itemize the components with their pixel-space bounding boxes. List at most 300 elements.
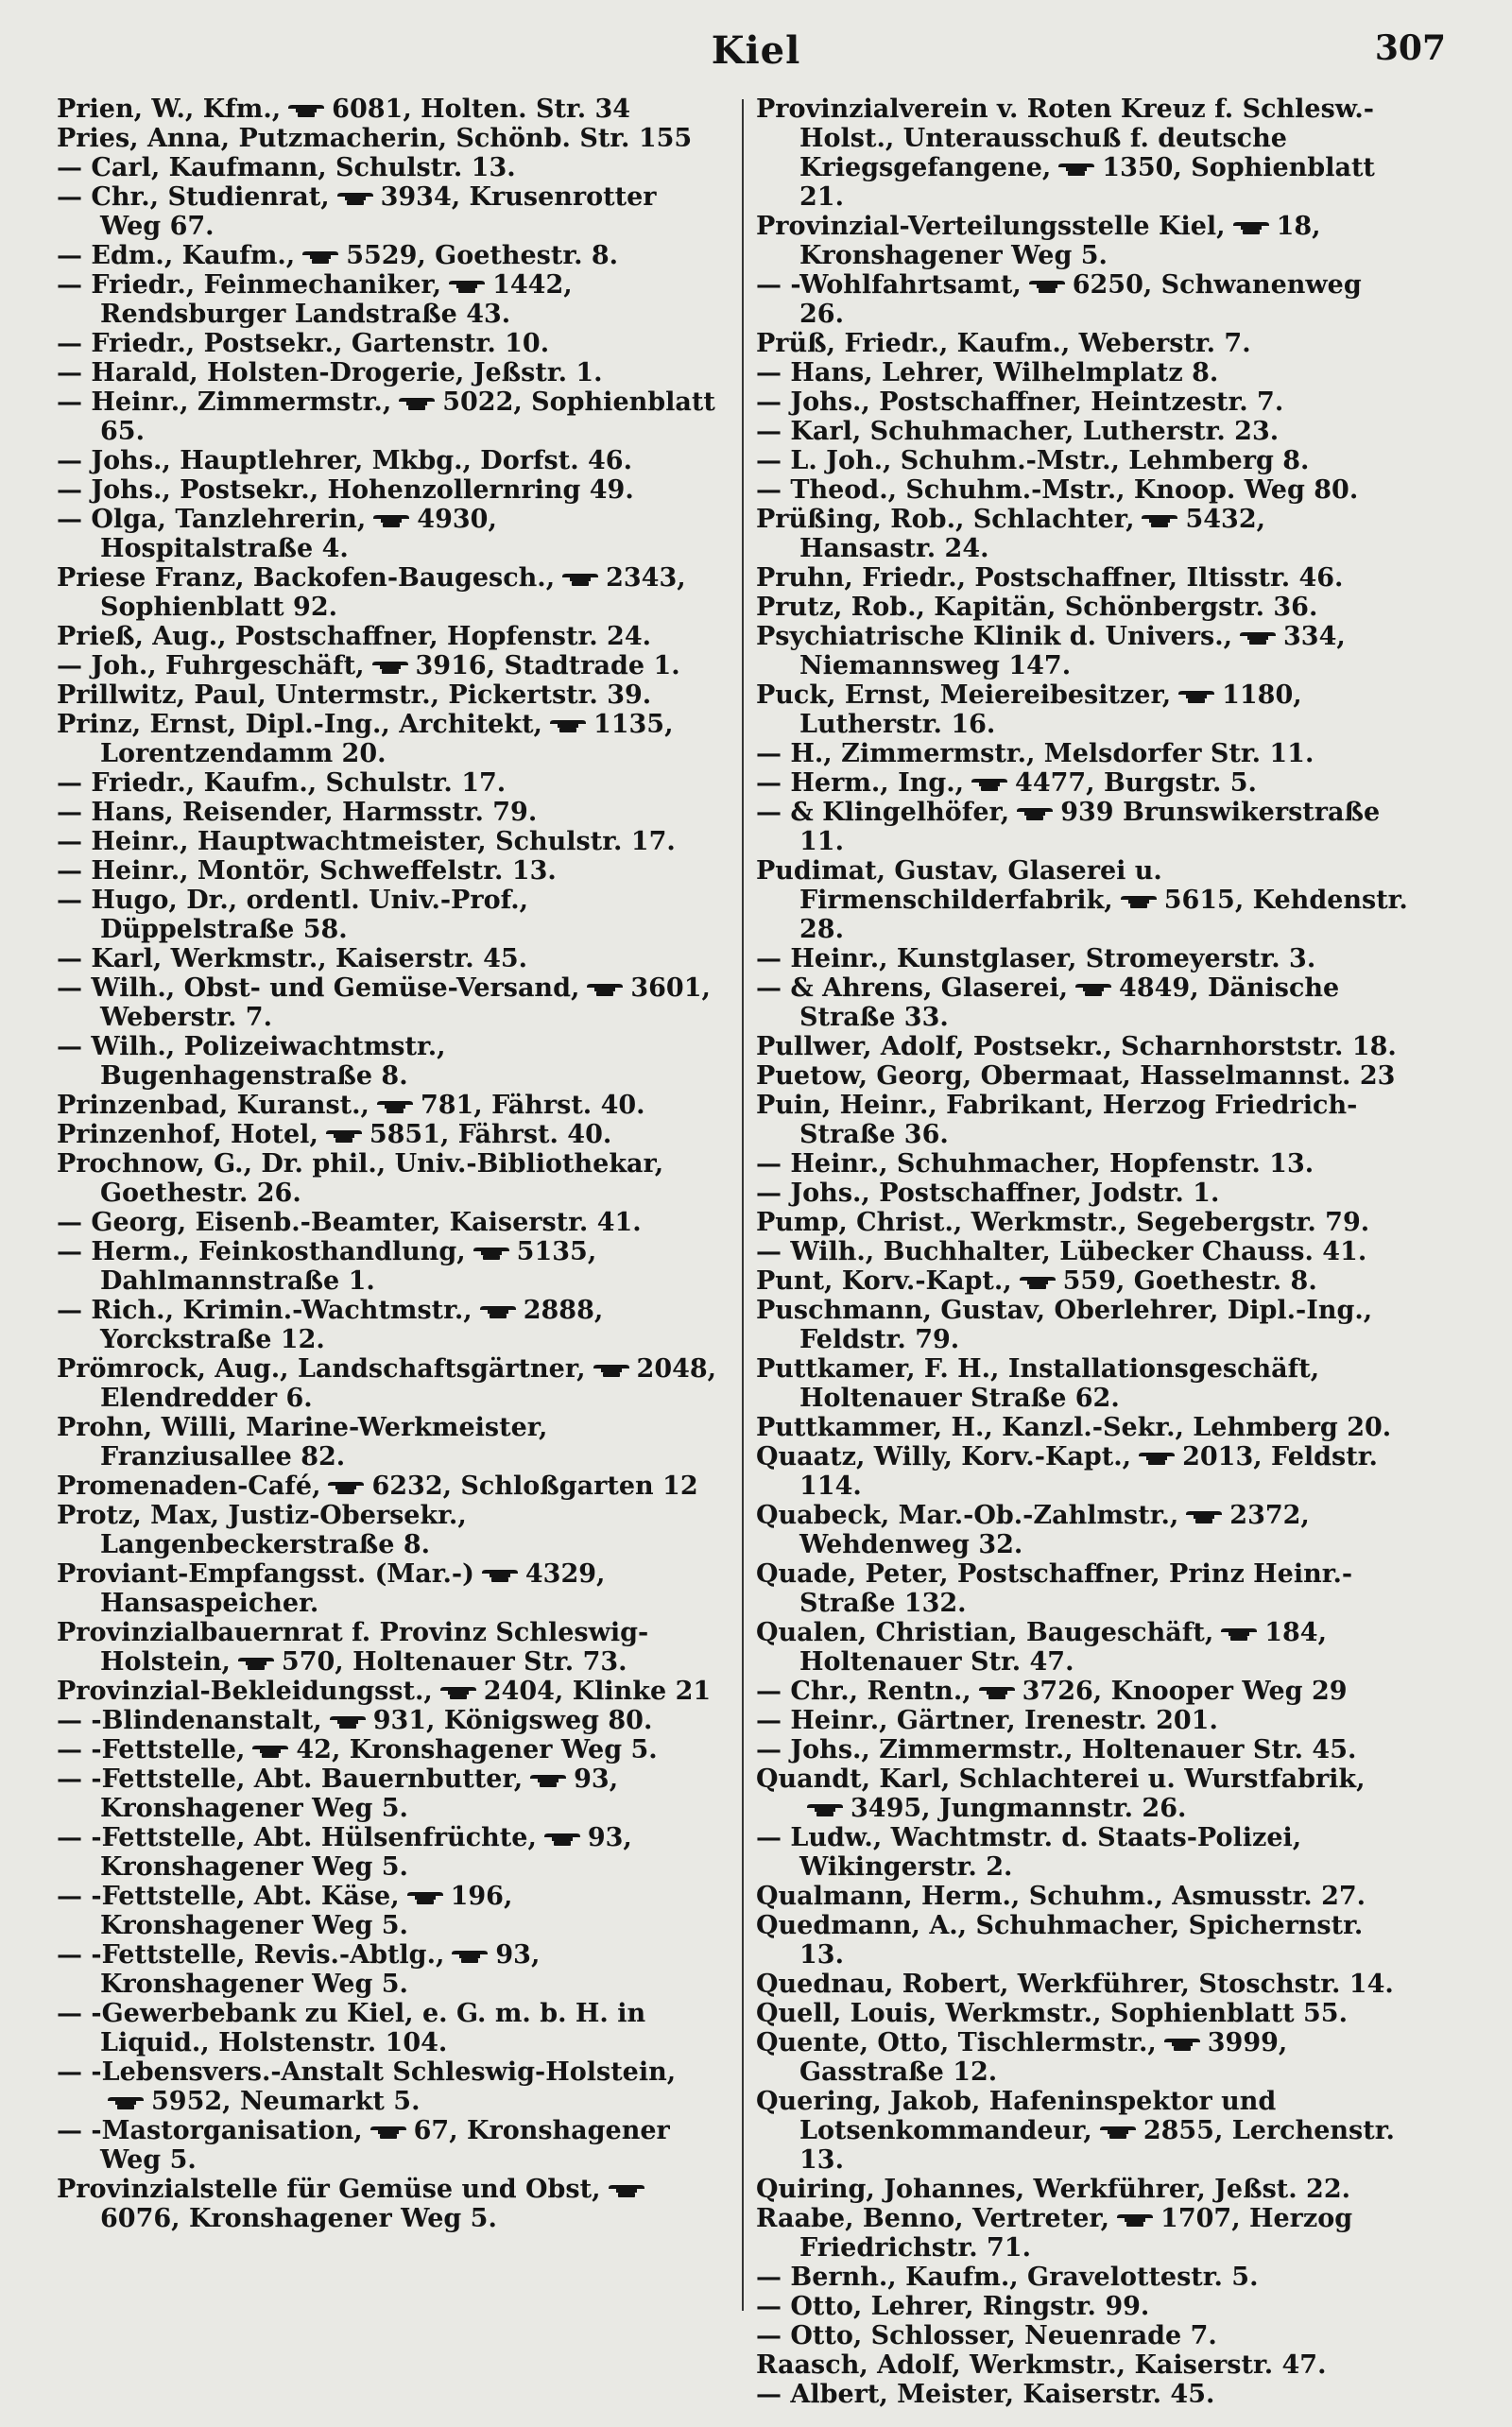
- telephone-icon: [548, 718, 588, 733]
- entry-text: — -Gewerbebank zu Kiel, e. G. m. b. H. in Liquid., Holstenstr. 104.: [57, 1999, 646, 2057]
- entry-phone-address: 2013, Feldstr. 114.: [799, 1442, 1378, 1501]
- directory-entry: [756, 1442, 1408, 1501]
- entry-phone-address: 931, Königsweg 80.: [372, 1706, 653, 1735]
- telephone-icon: [371, 513, 411, 528]
- directory-entry: [756, 446, 1408, 475]
- directory-entry: [57, 329, 718, 358]
- entry-text: Prochnow, G., Dr. phil., Univ.-Bibliothekar, Goethestr. 26.: [57, 1149, 664, 1208]
- telephone-icon: [326, 1480, 366, 1495]
- entry-text: — -Lebensvers.-Anstalt Schleswig-Holstein,: [57, 2057, 677, 2087]
- entry-text: — & Klingelhöfer,: [756, 798, 1010, 827]
- directory-entry: [57, 2057, 718, 2116]
- telephone-icon: [480, 1568, 520, 1583]
- entry-phone-address: 42, Kronshagener Weg 5.: [296, 1735, 658, 1764]
- entry-text: — Albert, Meister, Kaiserstr. 45.: [756, 2380, 1215, 2409]
- directory-entry: [756, 798, 1408, 856]
- page-number: 307: [1374, 28, 1446, 68]
- telephone-icon: [977, 1685, 1017, 1700]
- entry-phone-address: 6076, Kronshagener Weg 5.: [100, 2204, 497, 2233]
- entry-text: — H., Zimmermstr., Melsdorfer Str. 11.: [756, 739, 1314, 768]
- entry-phone-address: 2888, Yorckstraße 12.: [100, 1296, 604, 1354]
- entry-text: — Georg, Eisenb.-Beamter, Kaiserstr. 41.: [57, 1208, 642, 1237]
- directory-entry: [57, 505, 718, 563]
- directory-entry: [756, 739, 1408, 768]
- entry-text: Pries, Anna, Putzmacherin, Schönb. Str. 155: [57, 124, 693, 153]
- directory-entry: [756, 2321, 1408, 2350]
- entry-text: — Olga, Tanzlehrerin,: [57, 505, 367, 534]
- directory-entry: [756, 95, 1408, 212]
- entry-phone-address: 93, Kronshagener Weg 5.: [100, 1764, 619, 1823]
- entry-phone-address: 1707, Herzog Friedrichstr. 71.: [799, 2204, 1353, 2263]
- telephone-icon: [1238, 630, 1278, 645]
- directory-entry: [756, 2350, 1408, 2380]
- directory-entry: [756, 1061, 1408, 1091]
- directory-entry: [756, 1999, 1408, 2028]
- telephone-icon: [1162, 2037, 1202, 2052]
- directory-entry: [756, 1823, 1408, 1882]
- directory-entry: [57, 768, 718, 798]
- entry-text: Prien, W., Kfm.,: [57, 95, 282, 124]
- telephone-icon: [607, 2183, 646, 2198]
- entry-text: Quedmann, A., Schuhmacher, Spichernstr. 13.: [756, 1911, 1364, 1970]
- directory-entry: [57, 1237, 718, 1296]
- directory-entry: [756, 475, 1408, 505]
- telephone-icon: [405, 1890, 445, 1905]
- entry-text: Prinzenhof, Hotel,: [57, 1120, 318, 1149]
- directory-entry: [756, 212, 1408, 270]
- telephone-icon: [250, 1744, 290, 1759]
- directory-entry: [756, 1735, 1408, 1764]
- directory-entry: [57, 563, 718, 622]
- directory-entry: [756, 2292, 1408, 2321]
- directory-entry: [756, 1149, 1408, 1179]
- entry-text: Prutz, Rob., Kapitän, Schönbergstr. 36.: [756, 593, 1318, 622]
- entry-text: Prieß, Aug., Postschaffner, Hopfenstr. 24.: [57, 622, 652, 651]
- telephone-icon: [1018, 1275, 1057, 1290]
- entry-text: Quaatz, Willy, Korv.-Kapt.,: [756, 1442, 1132, 1472]
- entry-phone-address: 4930, Hospitalstraße 4.: [100, 505, 497, 563]
- entry-text: — Karl, Werkmstr., Kaiserstr. 45.: [57, 944, 528, 973]
- entry-text: Puschmann, Gustav, Oberlehrer, Dipl.-Ing., Feldstr. 79.: [756, 1296, 1373, 1354]
- directory-entry: [57, 1823, 718, 1882]
- entry-phone-address: 1350, Sophienblatt 21.: [799, 153, 1375, 212]
- telephone-icon: [1140, 513, 1179, 528]
- entry-text: — Otto, Schlosser, Neuenrade 7.: [756, 2321, 1217, 2350]
- entry-text: — Wilh., Polizeiwachtmstr., Bugenhagenstraße 8.: [57, 1032, 446, 1091]
- entry-text: — Johs., Postschaffner, Jodstr. 1.: [756, 1179, 1220, 1208]
- entry-text: Provinzial-Bekleidungsst.,: [57, 1677, 433, 1706]
- telephone-icon: [324, 1128, 364, 1144]
- entry-phone-address: 5432, Hansastr. 24.: [799, 505, 1266, 563]
- directory-entry: [57, 475, 718, 505]
- entry-text: — -Fettstelle,: [57, 1735, 246, 1764]
- directory-entry: [756, 768, 1408, 798]
- entry-text: — Friedr., Postsekr., Gartenstr. 10.: [57, 329, 550, 358]
- entry-text: Quednau, Robert, Werkführer, Stoschstr. 14.: [756, 1970, 1394, 1999]
- directory-entry: [57, 1764, 718, 1823]
- entry-phone-address: 3916, Stadtrade 1.: [415, 651, 680, 680]
- directory-entry: [756, 1501, 1408, 1559]
- entry-phone-address: 2404, Klinke 21: [483, 1677, 712, 1706]
- entry-text: — Heinr., Gärtner, Irenestr. 201.: [756, 1706, 1218, 1735]
- entry-text: — Hugo, Dr., ordentl. Univ.-Prof., Düppelstraße 58.: [57, 886, 529, 944]
- entry-text: — Johs., Postsekr., Hohenzollernring 49.: [57, 475, 634, 505]
- directory-entry: [57, 1618, 718, 1677]
- directory-entry: [57, 1354, 718, 1413]
- directory-entry: [756, 2087, 1408, 2175]
- directory-entry: [57, 182, 718, 241]
- directory-entry: [57, 1677, 718, 1706]
- telephone-icon: [236, 1656, 276, 1671]
- entry-text: Provinzialbauernrat f. Provinz Schleswig-Holstein,: [57, 1618, 649, 1677]
- directory-entry: [57, 651, 718, 680]
- entry-text: — -Fettstelle, Abt. Hülsenfrüchte,: [57, 1823, 537, 1852]
- entry-text: Puck, Ernst, Meiereibesitzer,: [756, 680, 1172, 710]
- entry-phone-address: 570, Holtenauer Str. 73.: [281, 1647, 627, 1677]
- entry-text: — Heinr., Hauptwachtmeister, Schulstr. 17.: [57, 827, 676, 856]
- directory-entry: [57, 446, 718, 475]
- directory-entry: [756, 680, 1408, 739]
- telephone-icon: [438, 1685, 478, 1700]
- entry-text: Quade, Peter, Postschaffner, Prinz Heinr.-Straße 132.: [756, 1559, 1353, 1618]
- entry-phone-address: 3495, Jungmannstr. 26.: [850, 1794, 1187, 1823]
- telephone-icon: [375, 1099, 415, 1114]
- directory-entry: [57, 680, 718, 710]
- entry-phone-address: 5615, Kehdenstr. 28.: [799, 886, 1408, 944]
- entry-text: — Wilh., Obst- und Gemüse-Versand,: [57, 973, 580, 1003]
- directory-entry: [756, 973, 1408, 1032]
- entry-text: Prüß, Friedr., Kaufm., Weberstr. 7.: [756, 329, 1251, 358]
- directory-entry: [57, 1120, 718, 1149]
- entry-text: — Joh., Fuhrgeschäft,: [57, 651, 365, 680]
- entry-phone-address: 6232, Schloßgarten 12: [371, 1472, 698, 1501]
- entry-text: Pruhn, Friedr., Postschaffner, Iltisstr. 46.: [756, 563, 1344, 593]
- directory-entry: [57, 270, 718, 329]
- entry-text: — Heinr., Montör, Schweffelstr. 13.: [57, 856, 557, 886]
- directory-entry: [756, 1677, 1408, 1706]
- entry-text: — Carl, Kaufmann, Schulstr. 13.: [57, 153, 516, 182]
- directory-entry: [756, 2263, 1408, 2292]
- entry-text: Puttkammer, H., Kanzl.-Sekr., Lehmberg 20.: [756, 1413, 1392, 1442]
- entry-text: Raabe, Benno, Vertreter,: [756, 2204, 1110, 2233]
- directory-entry: [756, 1091, 1408, 1149]
- telephone-icon: [1137, 1451, 1177, 1466]
- entry-phone-address: 1180, Lutherstr. 16.: [799, 680, 1302, 739]
- directory-entry: [756, 1764, 1408, 1823]
- telephone-icon: [1074, 982, 1113, 997]
- directory-entry: [57, 1501, 718, 1559]
- telephone-icon: [1231, 220, 1271, 235]
- entry-text: Quabeck, Mar.-Ob.-Zahlmstr.,: [756, 1501, 1179, 1530]
- telephone-icon: [528, 1773, 568, 1788]
- entry-text: Quente, Otto, Tischlermstr.,: [756, 2028, 1157, 2057]
- entry-phone-address: 6081, Holten. Str. 34: [332, 95, 631, 124]
- left-column: [57, 95, 718, 2325]
- entry-text: Pullwer, Adolf, Postsekr., Scharnhorststr. 18.: [756, 1032, 1397, 1061]
- entry-phone-address: 2048, Elendredder 6.: [100, 1354, 717, 1413]
- directory-entry: [57, 886, 718, 944]
- entry-text: — Johs., Zimmermstr., Holtenauer Str. 45.: [756, 1735, 1357, 1764]
- entry-text: — Theod., Schuhm.-Mstr., Knoop. Weg 80.: [756, 475, 1359, 505]
- entry-phone-address: 196, Kronshagener Weg 5.: [100, 1882, 513, 1940]
- entry-text: — Heinr., Zimmermstr.,: [57, 387, 392, 417]
- entry-text: — -Fettstelle, Revis.-Abtlg.,: [57, 1940, 445, 1970]
- entry-text: — L. Joh., Schuhm.-Mstr., Lehmberg 8.: [756, 446, 1310, 475]
- entry-text: Prohn, Willi, Marine-Werkmeister, Franziusallee 82.: [57, 1413, 548, 1472]
- page-header: [0, 28, 1512, 85]
- directory-entry: [756, 2028, 1408, 2087]
- directory-entry: [57, 622, 718, 651]
- entry-text: — Heinr., Schuhmacher, Hopfenstr. 13.: [756, 1149, 1314, 1179]
- directory-entry: [756, 563, 1408, 593]
- telephone-icon: [370, 660, 410, 675]
- telephone-icon: [560, 572, 600, 587]
- directory-entry: [57, 1472, 718, 1501]
- entry-phone-address: 3726, Knooper Weg 29: [1022, 1677, 1348, 1706]
- entry-text: — Heinr., Kunstglaser, Stromeyerstr. 3.: [756, 944, 1316, 973]
- directory-entry: [756, 1237, 1408, 1266]
- directory-entry: [57, 1296, 718, 1354]
- entry-phone-address: 781, Fährst. 40.: [420, 1091, 645, 1120]
- entry-text: — Johs., Postschaffner, Heintzestr. 7.: [756, 387, 1284, 417]
- telephone-icon: [1027, 279, 1067, 294]
- telephone-icon: [369, 2125, 408, 2140]
- entry-text: Promenaden-Café,: [57, 1472, 321, 1501]
- directory-entry: [756, 417, 1408, 446]
- entry-text: Puin, Heinr., Fabrikant, Herzog Friedrich-Straße 36.: [756, 1091, 1358, 1149]
- telephone-icon: [1219, 1627, 1259, 1642]
- entry-text: Pump, Christ., Werkmstr., Segebergstr. 79.: [756, 1208, 1370, 1237]
- entry-phone-address: 5022, Sophienblatt 65.: [100, 387, 715, 446]
- directory-entry: [57, 2116, 718, 2175]
- entry-text: Prinz, Ernst, Dipl.-Ing., Architekt,: [57, 710, 542, 739]
- directory-entry: [756, 1208, 1408, 1237]
- directory-entry: [756, 270, 1408, 329]
- entry-text: Provinzialverein v. Roten Kreuz f. Schlesw.-Holst., Unterausschuß f. deutsche Kriegsgefangene,: [756, 95, 1374, 182]
- entry-text: Quering, Jakob, Hafeninspektor und Lotsenkommandeur,: [756, 2087, 1277, 2145]
- entry-text: Quell, Louis, Werkmstr., Sophienblatt 55.: [756, 1999, 1348, 2028]
- directory-entry: [57, 387, 718, 446]
- telephone-icon: [106, 2095, 146, 2110]
- entry-text: — Ludw., Wachtmstr. d. Staats-Polizei, Wikingerstr. 2.: [756, 1823, 1302, 1882]
- entry-text: Prillwitz, Paul, Untermstr., Pickertstr. 39.: [57, 680, 652, 710]
- entry-text: — Hans, Reisender, Harmsstr. 79.: [57, 798, 538, 827]
- telephone-icon: [1098, 2125, 1138, 2140]
- entry-text: Pudimat, Gustav, Glaserei u. Firmenschilderfabrik,: [756, 856, 1162, 915]
- telephone-icon: [447, 279, 487, 294]
- directory-entry: [756, 1296, 1408, 1354]
- entry-text: Raasch, Adolf, Werkmstr., Kaiserstr. 47.: [756, 2350, 1327, 2380]
- entry-text: Provinzial-Verteilungsstelle Kiel,: [756, 212, 1226, 241]
- entry-text: — Karl, Schuhmacher, Lutherstr. 23.: [756, 417, 1280, 446]
- entry-phone-address: 939 Brunswikerstraße 11.: [799, 798, 1381, 856]
- entry-phone-address: 1442, Rendsburger Landstraße 43.: [100, 270, 573, 329]
- entry-phone-address: 2855, Lerchenstr. 13.: [799, 2116, 1395, 2175]
- entry-text: — Herm., Feinkosthandlung,: [57, 1237, 466, 1266]
- telephone-icon: [1177, 689, 1216, 704]
- telephone-icon: [970, 777, 1009, 792]
- entry-text: — Friedr., Feinmechaniker,: [57, 270, 442, 300]
- entry-text: — Rich., Krimin.-Wachtmstr.,: [57, 1296, 472, 1325]
- telephone-icon: [1119, 894, 1159, 909]
- entry-text: — -Mastorganisation,: [57, 2116, 363, 2145]
- telephone-icon: [450, 1949, 490, 1964]
- directory-entry: [57, 1999, 718, 2057]
- right-column: [756, 95, 1408, 2409]
- directory-entry: [57, 2175, 718, 2233]
- directory-entry: [57, 1882, 718, 1940]
- directory-entry: [57, 1413, 718, 1472]
- entry-text: — -Blindenanstalt,: [57, 1706, 322, 1735]
- directory-entry: [756, 1559, 1408, 1618]
- entry-phone-address: 93, Kronshagener Weg 5.: [100, 1940, 541, 1999]
- directory-entry: [57, 1208, 718, 1237]
- telephone-icon: [592, 1363, 631, 1378]
- directory-entry: [756, 2204, 1408, 2263]
- directory-entry: [57, 95, 718, 124]
- telephone-icon: [1115, 2212, 1155, 2228]
- directory-entry: [57, 944, 718, 973]
- directory-entry: [57, 153, 718, 182]
- directory-entry: [57, 1706, 718, 1735]
- entry-text: — Harald, Holsten-Drogerie, Jeßstr. 1.: [57, 358, 603, 387]
- directory-entry: [756, 1911, 1408, 1970]
- telephone-icon: [472, 1246, 511, 1261]
- entry-phone-address: 334, Niemannsweg 147.: [799, 622, 1346, 680]
- entry-text: Prömrock, Aug., Landschaftsgärtner,: [57, 1354, 586, 1384]
- entry-text: Protz, Max, Justiz-Obersekr., Langenbeckerstraße 8.: [57, 1501, 467, 1559]
- telephone-icon: [397, 396, 437, 411]
- directory-entry: [57, 1091, 718, 1120]
- directory-entry: [756, 944, 1408, 973]
- entry-phone-address: 184, Holtenauer Str. 47.: [799, 1618, 1327, 1677]
- column-divider: [742, 99, 744, 2311]
- entry-text: Qualmann, Herm., Schuhm., Asmusstr. 27.: [756, 1882, 1366, 1911]
- directory-entry: [756, 505, 1408, 563]
- directory-entry: [756, 1413, 1408, 1442]
- directory-entry: [756, 329, 1408, 358]
- entry-text: — Herm., Ing.,: [756, 768, 965, 798]
- directory-entry: [57, 1559, 718, 1618]
- directory-entry: [57, 1032, 718, 1091]
- entry-text: Qualen, Christian, Baugeschäft,: [756, 1618, 1214, 1647]
- directory-entry: [57, 856, 718, 886]
- entry-phone-address: 18, Kronshagener Weg 5.: [799, 212, 1321, 270]
- directory-entry: [57, 710, 718, 768]
- directory-entry: [756, 2175, 1408, 2204]
- entry-text: — Otto, Lehrer, Ringstr. 99.: [756, 2292, 1150, 2321]
- telephone-icon: [1015, 806, 1055, 821]
- directory-entry: [756, 358, 1408, 387]
- directory-entry: [756, 1970, 1408, 1999]
- directory-entry: [57, 827, 718, 856]
- directory-entry: [57, 1940, 718, 1999]
- telephone-icon: [286, 103, 326, 118]
- directory-entry: [756, 856, 1408, 944]
- entry-phone-address: 559, Goethestr. 8.: [1062, 1266, 1317, 1296]
- entry-text: Priese Franz, Backofen-Baugesch.,: [57, 563, 556, 593]
- entry-text: Proviant-Empfangsst. (Mar.-): [57, 1559, 474, 1589]
- entry-phone-address: 2372, Wehdenweg 32.: [799, 1501, 1310, 1559]
- entry-text: — & Ahrens, Glaserei,: [756, 973, 1069, 1003]
- entry-text: — Edm., Kaufm.,: [57, 241, 296, 270]
- directory-entry: [57, 1149, 718, 1208]
- entry-phone-address: 5529, Goethestr. 8.: [346, 241, 619, 270]
- directory-entry: [756, 1882, 1408, 1911]
- telephone-icon: [328, 1714, 368, 1730]
- directory-entry: [57, 1735, 718, 1764]
- entry-text: Puetow, Georg, Obermaat, Hasselmannst. 23: [756, 1061, 1396, 1091]
- entry-text: — Wilh., Buchhalter, Lübecker Chauss. 41.: [756, 1237, 1367, 1266]
- telephone-icon: [335, 191, 375, 206]
- directory-entry: [756, 1706, 1408, 1735]
- telephone-icon: [542, 1832, 582, 1847]
- entry-phone-address: 1135, Lorentzendamm 20.: [100, 710, 674, 768]
- entry-phone-address: 4477, Burgstr. 5.: [1015, 768, 1257, 798]
- directory-entry: [57, 358, 718, 387]
- telephone-icon: [478, 1304, 518, 1319]
- entry-text: — Hans, Lehrer, Wilhelmplatz 8.: [756, 358, 1219, 387]
- directory-entry: [57, 973, 718, 1032]
- directory-entry: [57, 241, 718, 270]
- directory-entry: [57, 798, 718, 827]
- telephone-icon: [1184, 1509, 1224, 1524]
- directory-entry: [756, 387, 1408, 417]
- entry-text: — Chr., Studienrat,: [57, 182, 330, 212]
- entry-phone-address: 5851, Fährst. 40.: [369, 1120, 612, 1149]
- page-title: Kiel: [711, 28, 801, 73]
- entry-phone-address: 2343, Sophienblatt 92.: [100, 563, 686, 622]
- entry-phone-address: 6250, Schwanenweg 26.: [799, 270, 1362, 329]
- entry-phone-address: 93, Kronshagener Weg 5.: [100, 1823, 632, 1882]
- telephone-icon: [585, 982, 625, 997]
- entry-text: — Friedr., Kaufm., Schulstr. 17.: [57, 768, 507, 798]
- entry-phone-address: 5952, Neumarkt 5.: [151, 2087, 421, 2116]
- directory-entry: [756, 2380, 1408, 2409]
- telephone-icon: [301, 250, 340, 265]
- directory-entry: [756, 1032, 1408, 1061]
- entry-phone-address: 3934, Krusenrotter Weg 67.: [100, 182, 657, 241]
- entry-phone-address: 5135, Dahlmannstraße 1.: [100, 1237, 597, 1296]
- entry-text: Puttkamer, F. H., Installationsgeschäft, Holtenauer Straße 62.: [756, 1354, 1320, 1413]
- entry-phone-address: 4849, Dänische Straße 33.: [799, 973, 1340, 1032]
- entry-text: — -Wohlfahrtsamt,: [756, 270, 1022, 300]
- directory-entry: [756, 622, 1408, 680]
- directory-entry: [756, 1618, 1408, 1677]
- entry-text: — Chr., Rentn.,: [756, 1677, 971, 1706]
- directory-entry: [756, 593, 1408, 622]
- entry-text: — Bernh., Kaufm., Gravelottestr. 5.: [756, 2263, 1259, 2292]
- entry-text: Provinzialstelle für Gemüse und Obst,: [57, 2175, 601, 2204]
- directory-entry: [756, 1354, 1408, 1413]
- telephone-icon: [1057, 162, 1096, 177]
- directory-entry: [756, 1266, 1408, 1296]
- directory-entry: [57, 124, 718, 153]
- entry-text: — -Fettstelle, Abt. Käse,: [57, 1882, 400, 1911]
- entry-phone-address: 3601, Weberstr. 7.: [100, 973, 711, 1032]
- entry-text: — Johs., Hauptlehrer, Mkbg., Dorfst. 46.: [57, 446, 632, 475]
- entry-text: Prinzenbad, Kuranst.,: [57, 1091, 369, 1120]
- entry-text: — -Fettstelle, Abt. Bauernbutter,: [57, 1764, 524, 1794]
- entry-phone-address: 3999, Gasstraße 12.: [799, 2028, 1288, 2087]
- entry-text: Psychiatrische Klinik d. Univers.,: [756, 622, 1232, 651]
- entry-text: Quandt, Karl, Schlachterei u. Wurstfabrik,: [756, 1764, 1366, 1794]
- directory-entry: [756, 1179, 1408, 1208]
- entry-text: Punt, Korv.-Kapt.,: [756, 1266, 1012, 1296]
- entry-text: Quiring, Johannes, Werkführer, Jeßst. 22.: [756, 2175, 1351, 2204]
- telephone-icon: [805, 1802, 845, 1817]
- entry-phone-address: 4329, Hansaspeicher.: [100, 1559, 606, 1618]
